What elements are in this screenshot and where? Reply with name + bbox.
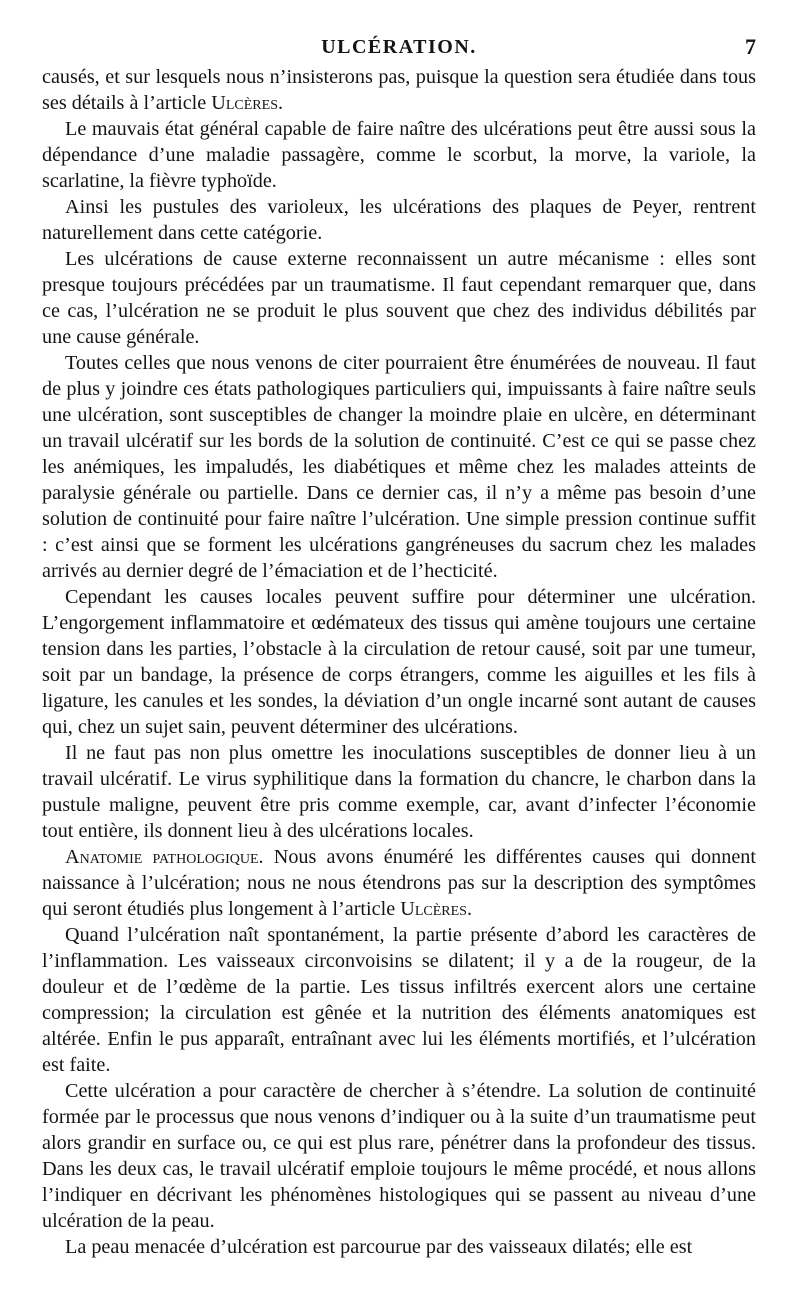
paragraph-text-end: . (277, 92, 284, 114)
running-head (42, 30, 756, 64)
paragraph: Le mauvais état général capable de faire naître des ulcérations peut être aussi sous la dépendance d’une maladie passagère, comme le scorbut, la morve, la variole, la scarlatine, la fièvre typhoïde. (42, 118, 756, 192)
section-paragraph (42, 844, 756, 922)
running-title: ULCÉRATION. (321, 36, 477, 58)
paragraph-continued (42, 64, 756, 116)
paragraph-text: causés, et sur lesquels nous n’insisterons pas, puisque la question sera étudiée dans tous ses détails à l’article (42, 66, 756, 114)
paragraph: Il ne faut pas non plus omettre les inoculations susceptibles de donner lieu à un travail ulcératif. Le virus syphilitique dans la formation du chancre, le charbon dans la pustule maligne, peuvent être pris comme exemple, car, avant d’infecter l’économie tout entière, ils donnent lieu à des ulcérations locales. (42, 742, 756, 842)
paragraph-text: Nous avons énuméré les différentes causes qui donnent naissance à l’ulcération; nous ne nous étendrons pas sur la description des symptômes qui seront étudiés plus longement à l’article (42, 846, 757, 920)
paragraph: Toutes celles que nous venons de citer pourraient être énumérées de nouveau. Il faut de plus y joindre ces états pathologiques particuliers qui, impuissants à faire naître seuls une ulcération, sont susceptibles de changer la moindre plaie en ulcère, en déterminant un travail ulcératif sur les bords de la solution de continuité. C’est ce qui se passe chez les anémiques, les impaludés, les diabétiques et même chez les malades atteints de paralysie générale ou partielle. Dans ce dernier cas, il n’y a même pas besoin d’une solution de continuité pour faire naître l’ulcération. Une simple pression continue suffit : c’est ainsi que se forment les ulcérations gangréneuses du sacrum chez les malades arrivés au dernier degré de l’émaciation et de l’hecticité. (42, 352, 756, 582)
article-reference: Ulcères (400, 898, 467, 920)
paragraph-text-end: . (466, 898, 472, 920)
section-heading: Anatomie pathologique. (65, 846, 264, 868)
paragraph: Cette ulcération a pour caractère de chercher à s’étendre. La solution de continuité formée par le processus que nous venons d’indiquer ou à la suite d’un traumatisme peut alors grandir en surface ou, ce qui est plus rare, pénétrer dans la profondeur des tissus. Dans les deux cas, le travail ulcératif emploie toujours le même procédé, et nous allons l’indiquer en décrivant les phénomènes histologiques qui se passent au niveau d’une ulcération de la peau. (42, 1080, 756, 1232)
page-number: 7 (745, 34, 756, 59)
article-reference: Ulcères (211, 92, 278, 114)
paragraph: Quand l’ulcération naît spontanément, la partie présente d’abord les caractères de l’inflammation. Les vaisseaux circonvoisins se dilatent; il y a de la rougeur, de la douleur et de l’œdème de la partie. Les tissus infiltrés exercent alors une certaine compression; la circulation est gênée et la nutrition des éléments anatomiques est altérée. Enfin le pus apparaît, entraînant avec lui les éléments mortifiés, et l’ulcération est faite. (42, 924, 756, 1076)
paragraph: Les ulcérations de cause externe reconnaissent un autre mécanisme : elles sont presque toujours précédées par un traumatisme. Il faut cependant remarquer que, dans ce cas, l’ulcération ne se produit le plus souvent que chez des individus débilités par une cause générale. (42, 248, 756, 348)
paragraph: Cependant les causes locales peuvent suffire pour déterminer une ulcération. L’engorgement inflammatoire et œdémateux des tissus qui amène toujours une certaine tension dans les parties, l’obstacle à la circulation de retour causé, soit par une tumeur, soit par un bandage, la présence de corps étrangers, comme les aiguilles et les fils à ligature, les canules et les sondes, la déviation d’un ongle incarné sont autant de causes qui, chez un sujet sain, peuvent déterminer des ulcérations. (42, 586, 756, 738)
body-text (42, 64, 756, 1260)
paragraph: La peau menacée d’ulcération est parcourue par des vaisseaux dilatés; elle est (65, 1236, 693, 1258)
paragraph: Ainsi les pustules des varioleux, les ulcérations des plaques de Peyer, rentrent naturellement dans cette catégorie. (42, 196, 756, 244)
